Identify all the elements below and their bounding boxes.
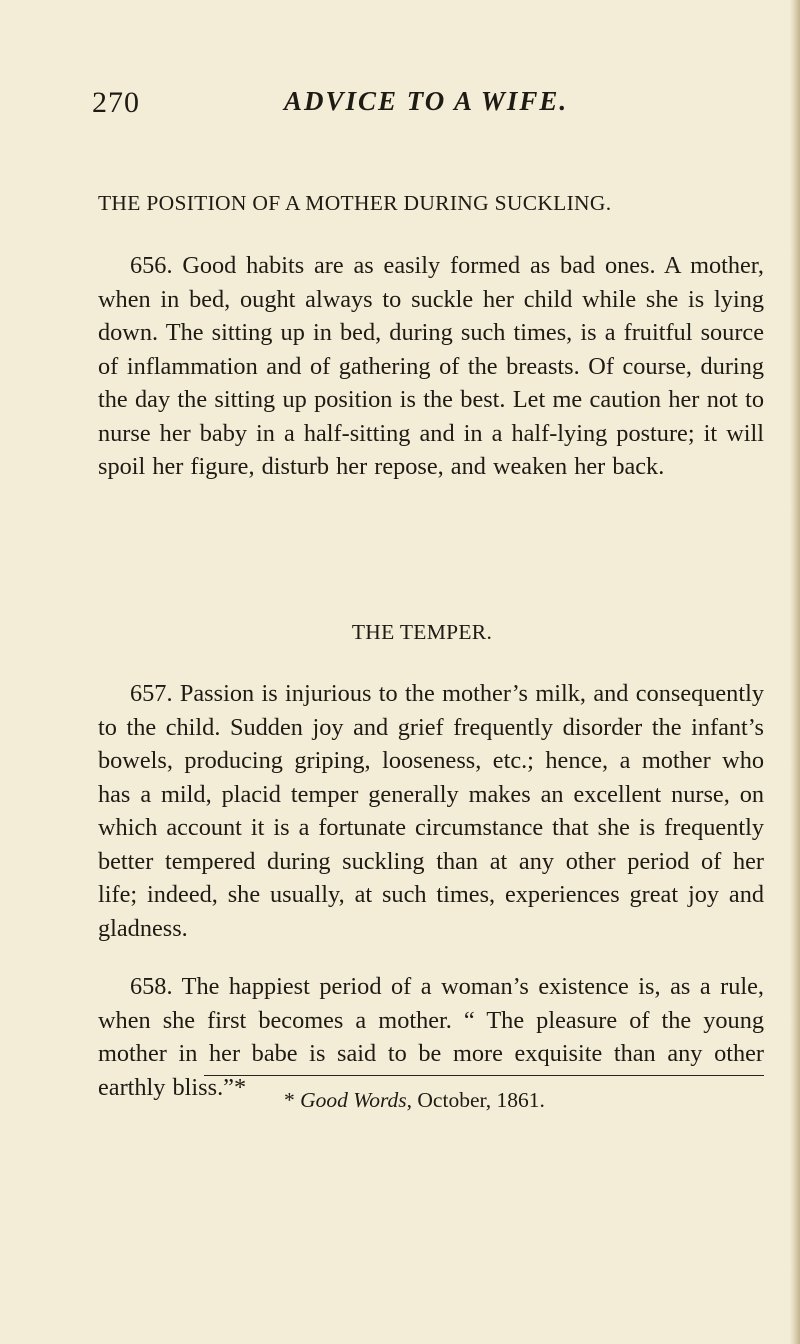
paragraph-656: 656. Good habits are as easily formed as bad ones. A mother, when in bed, ought always to suckle her child while she is lying down. The sitting up in bed, during such times, is a fruitful source of inflammation and of gathering of the breasts. Of course, during the day the sitting up position is the best. Let me caution her not to nurse her baby in a half-sitting and in a half-lying posture; it will spoil her figure, disturb her repose, and weaken her back. [98,252,764,480]
running-head [0,86,800,126]
footnote-marker: * [284,1088,295,1112]
footnote-source: Good Words [300,1088,407,1112]
section-heading-temper: THE TEMPER. [351,620,493,644]
paragraph-658: 658. The happiest period of a woman’s existence is, as a rule, when she first becomes a mother. “ The pleasure of the young mother in her babe is said to be more exquisite than any other earthly bliss.”* [98,973,764,1101]
paragraph-657: 657. Passion is injurious to the mother’s milk, and consequently to the child. Sudden joy and grief frequently disorder the infant’s bowels, producing griping, looseness, etc.; hence, a mother who has a mild, placid temper generally makes an excellent nurse, on which account it is a fortunate circumstance that she is frequently better tempered during suckling than at any other period of her life; indeed, she usually, at such times, experiences great joy and gladness. [98,680,764,942]
page-number: 270 [92,86,140,119]
running-title: ADVICE TO A WIFE. [284,86,569,116]
footnote-rule [204,1075,764,1076]
footnote-date: , October, 1861. [406,1088,545,1112]
section-heading-suckling: THE POSITION OF A MOTHER DURING SUCKLING. [98,191,612,215]
